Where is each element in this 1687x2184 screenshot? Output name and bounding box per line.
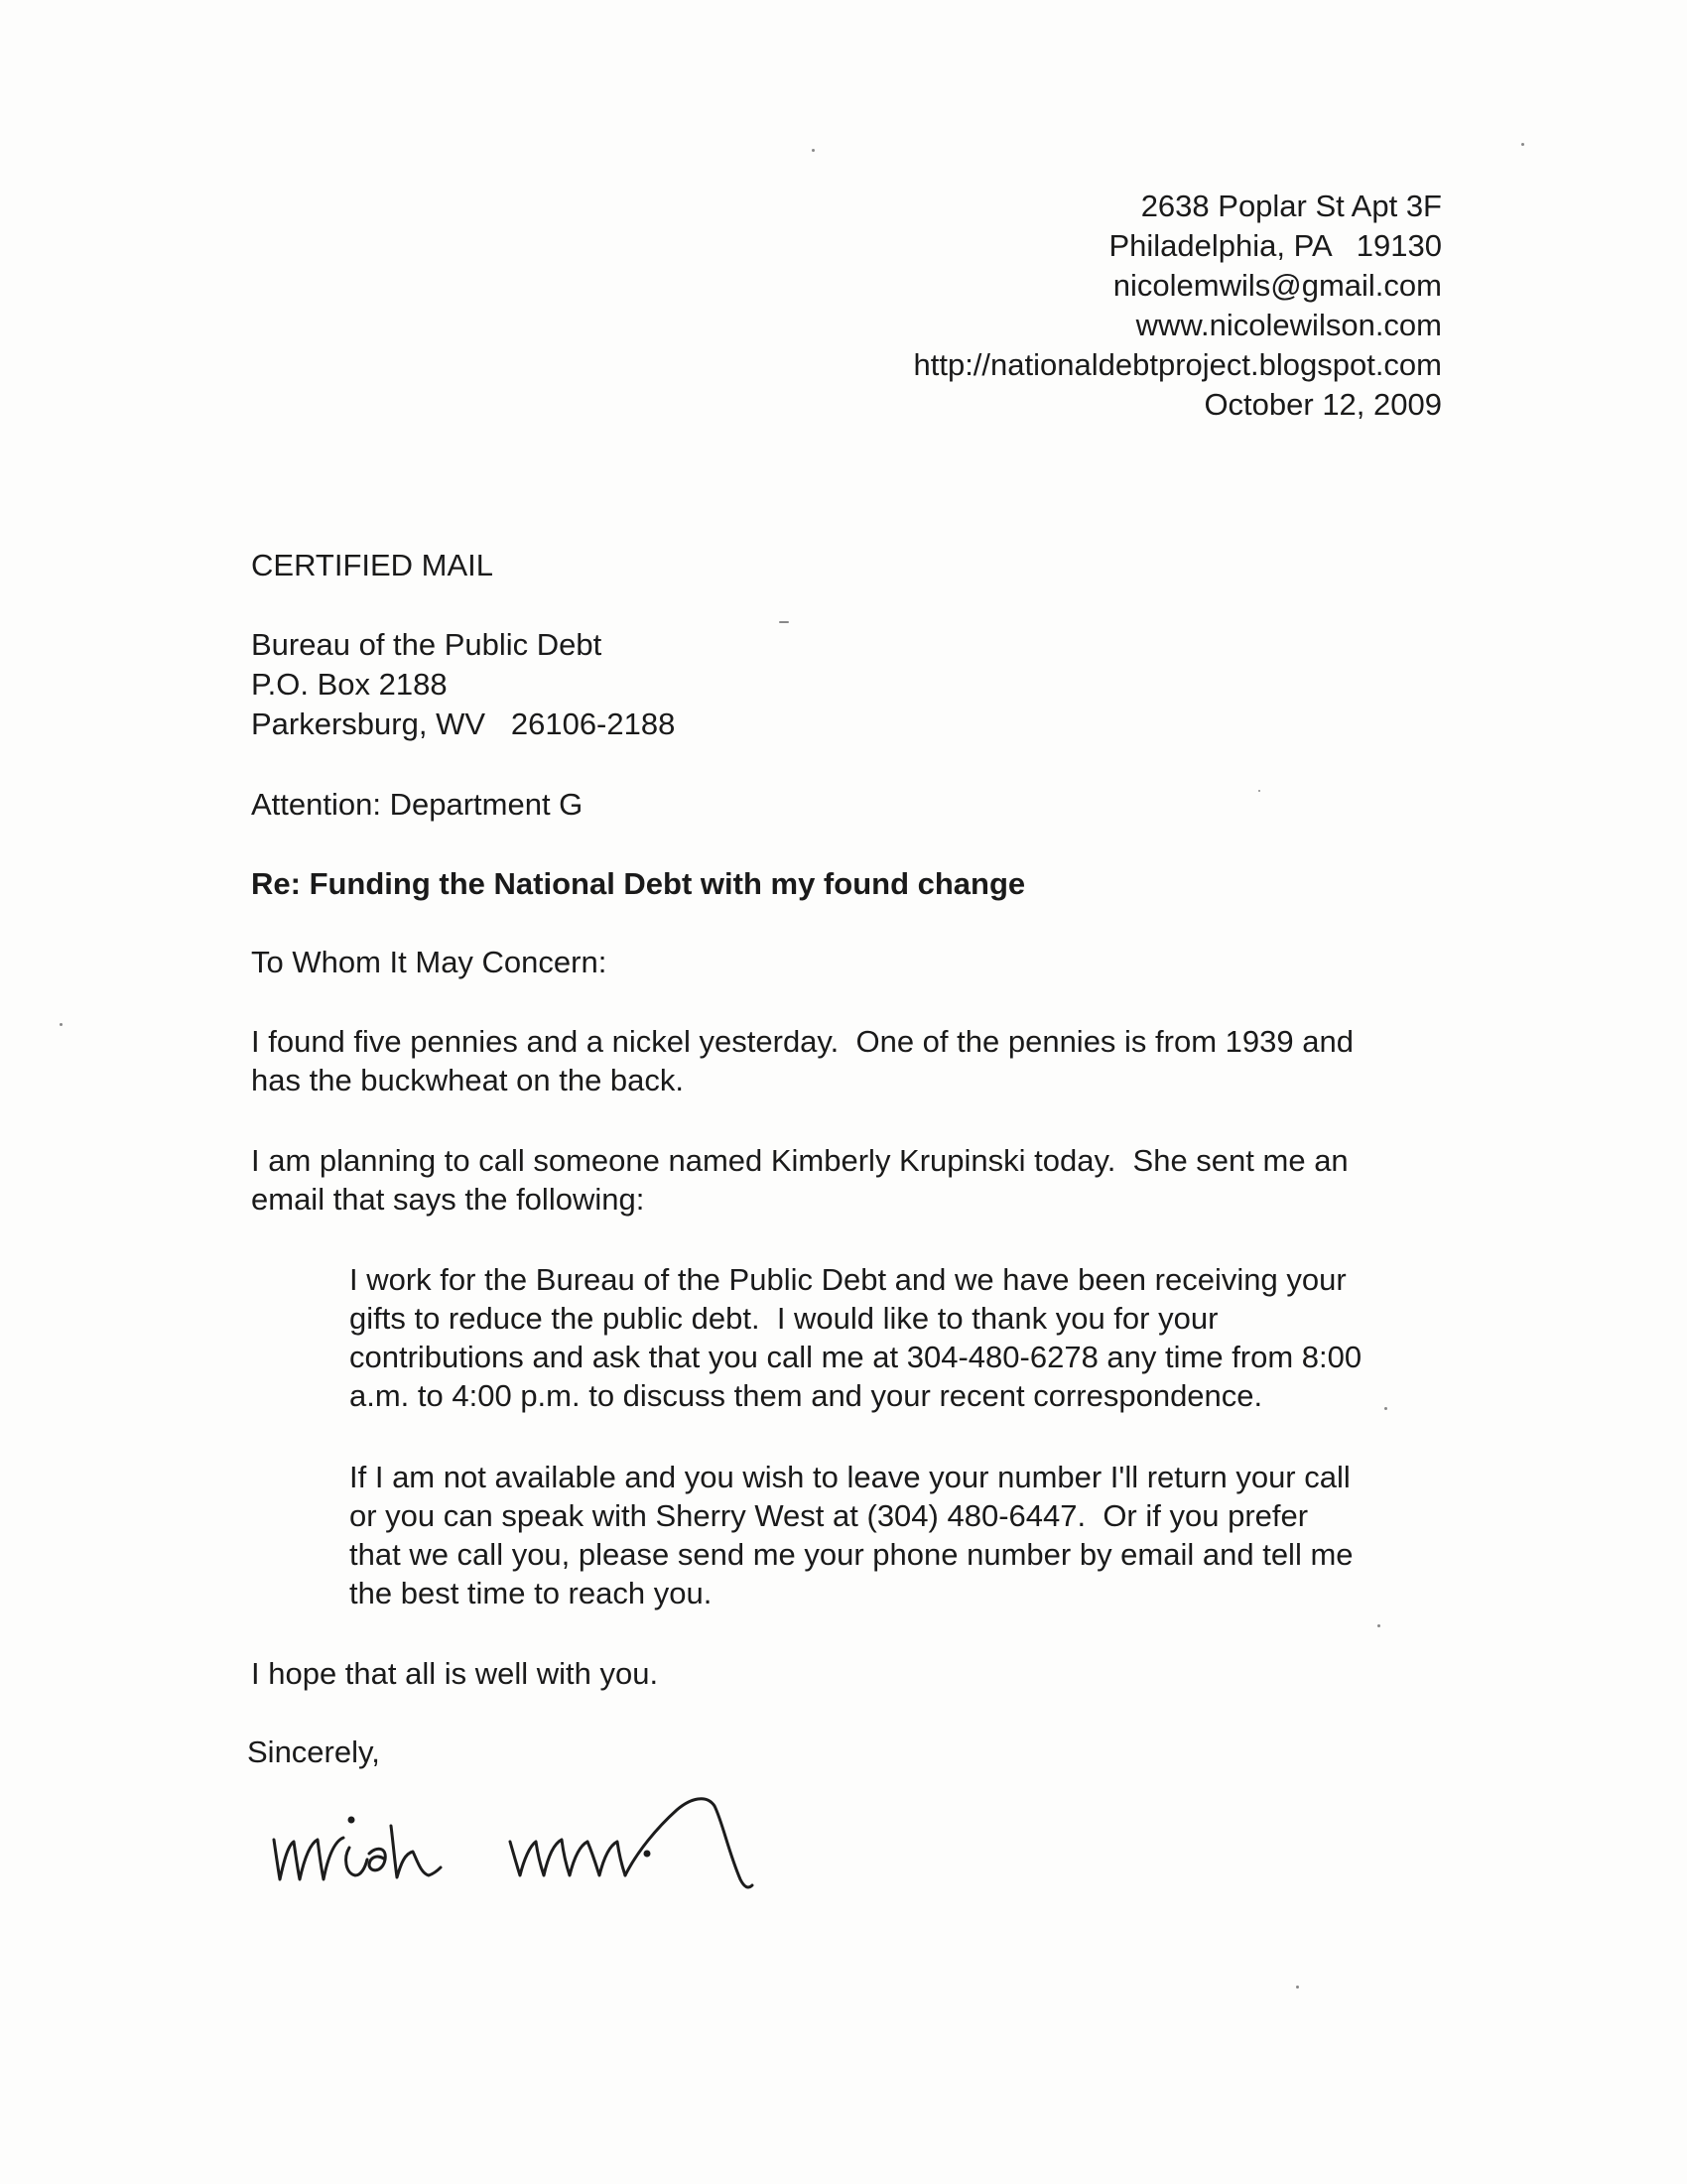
quote-line: a.m. to 4:00 p.m. to discuss them and your recent correspondence.: [349, 1378, 1263, 1413]
quote-line: If I am not available and you wish to leave your number I'll return your call: [349, 1460, 1351, 1494]
sign-off: Sincerely,: [247, 1734, 380, 1769]
paragraph-planning-call: [251, 1141, 1349, 1219]
scan-speck: [1521, 143, 1524, 146]
scan-speck: [1258, 790, 1260, 792]
sender-city: Philadelphia, PA 19130: [1108, 228, 1442, 263]
recipient-name: Bureau of the Public Debt: [251, 627, 602, 662]
quote-line: contributions and ask that you call me at 304-480-6278 any time from 8:00: [349, 1340, 1363, 1374]
letter-date: October 12, 2009: [1204, 387, 1442, 422]
paragraph-line: email that says the following:: [251, 1182, 645, 1217]
quote-line: gifts to reduce the public debt. I would like to thank you for your: [349, 1301, 1219, 1336]
scan-speck: [1377, 1624, 1380, 1627]
quote-line: I work for the Bureau of the Public Debt and we have been receiving your: [349, 1262, 1347, 1297]
quoted-email-paragraph-2: [349, 1458, 1354, 1612]
paragraph-found-change: [251, 1022, 1354, 1099]
sender-street: 2638 Poplar St Apt 3F: [1140, 189, 1442, 223]
paragraph-line: I am planning to call someone named Kimberly Krupinski today. She sent me an: [251, 1143, 1349, 1178]
subject-line: Re: Funding the National Debt with my found change: [251, 866, 1026, 901]
recipient-city: Parkersburg, WV 26106-2188: [251, 707, 676, 741]
scan-speck: [812, 149, 815, 152]
paragraph-line: has the buckwheat on the back.: [251, 1063, 685, 1097]
sender-website: www.nicolewilson.com: [1135, 308, 1442, 342]
paragraph-line: I found five pennies and a nickel yesterday. One of the pennies is from 1939 and: [251, 1024, 1354, 1059]
sender-address-block: [913, 187, 1442, 425]
salutation: To Whom It May Concern:: [251, 945, 607, 979]
closing-sentence: I hope that all is well with you.: [251, 1656, 659, 1691]
quote-line: that we call you, please send me your phone number by email and tell me: [349, 1537, 1354, 1572]
handwritten-signature: [266, 1776, 802, 1895]
delivery-method: CERTIFIED MAIL: [251, 548, 494, 582]
recipient-address-block: [251, 625, 675, 744]
quote-line: the best time to reach you.: [349, 1576, 713, 1610]
attention-line: Attention: Department G: [251, 787, 584, 822]
scan-speck: [779, 621, 789, 623]
scan-speck: [1384, 1407, 1387, 1410]
recipient-po-box: P.O. Box 2188: [251, 667, 448, 702]
quote-line: or you can speak with Sherry West at (304) 480-6447. Or if you prefer: [349, 1498, 1309, 1533]
sender-blog: http://nationaldebtproject.blogspot.com: [913, 347, 1442, 382]
sender-email: nicolemwils@gmail.com: [1112, 268, 1442, 303]
quoted-email-paragraph-1: [349, 1260, 1362, 1415]
scan-speck: [1296, 1986, 1299, 1989]
scan-speck: [60, 1023, 63, 1026]
